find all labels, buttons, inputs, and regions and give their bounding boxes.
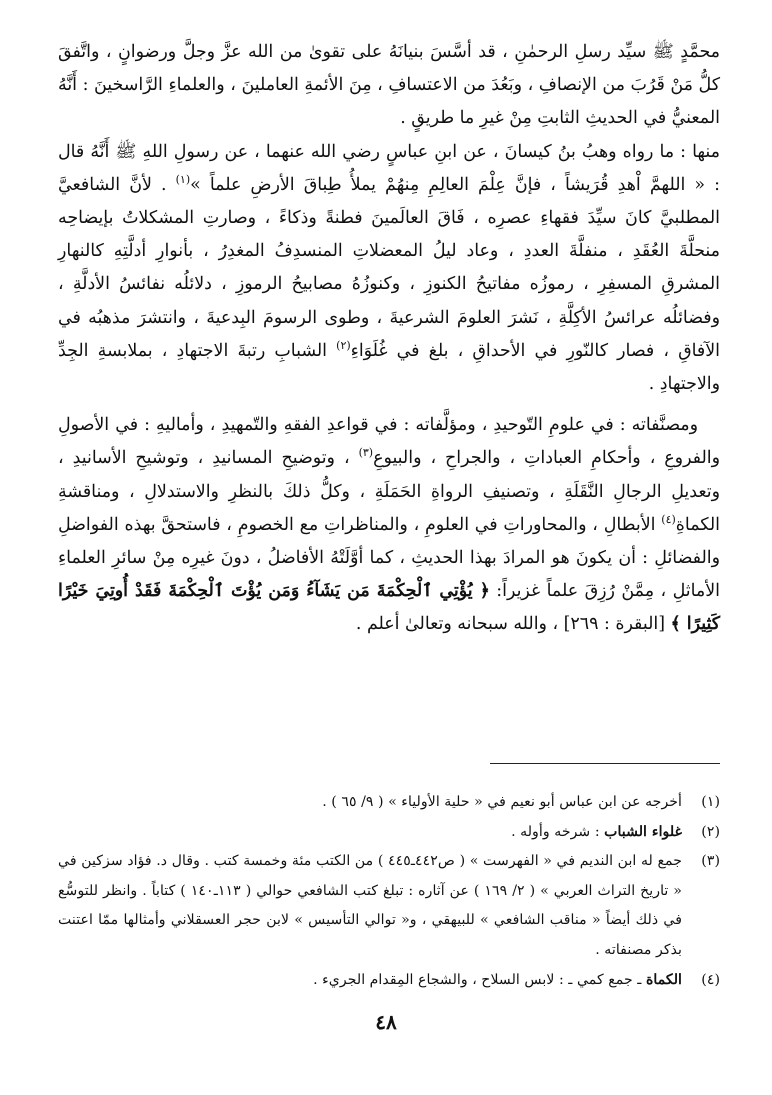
footnote-text	[58, 847, 682, 965]
footnote-number: (٤)	[701, 971, 720, 988]
paragraph-2-text-b: . لأنَّ الشافعيَّ المطلبيَّ كانَ سيِّدَ فقهاءِ عصرِه ، فَاقَ العالَمينَ فطنةً وذكاءً ، وصارتِ المشكلاتُ بإيضاحِه منحلَّةَ العُقَدِ ، منفلَّةَ العددِ ، وعاد ليلُ المعضلاتِ المنسدِفُ المغدِرُ ، بأنوارِ أدلَّتِهِ كالنهارِ المشرقِ المسفِرِ ، رموزُه مفاتيحُ الكنوزِ ، وكنوزُهُ مصابيحُ الرموزِ ، دلائلُه نفائسُ الأدلَّةِ ، وفضائلُه عرائسُ الأكِلَّةِ ، نَشرَ العلومَ الشرعيةَ ، وطوى الرسومَ البِدعيةَ ، وانتشرَ مذهبُه في الآفاقِ ، فصار كالنّورِ في الأحداقِ ، بلغ في غُلَوَاءِ	[58, 174, 720, 361]
footnote-number: (١)	[701, 794, 720, 810]
page-number: ٤٨	[375, 1010, 397, 1034]
footnote-divider	[490, 763, 720, 764]
footnote-term: الكماة	[645, 971, 682, 988]
paragraph-2-text-a: منها : ما رواه وهبُ بنُ كيسانَ ، عن ابنِ عباسٍ رضي الله عنهما ، عن رسولِ اللهِ ﷺ أَنَّهُ قال : « اللهمَّ اْهدِ قُرَيشاً ، فإنَّ عِلْمَ العالِمِ مِنهُمْ يملأُ طِباقَ الأرضِ علماً »	[58, 141, 720, 195]
footnote-number: (٢)	[701, 823, 720, 840]
footnote-ref-3[interactable]: (٣)	[358, 446, 374, 460]
footnote-4	[58, 966, 720, 996]
footnote-body: أخرجه عن ابن عباس أبو نعيم في « حلية الأولياء » ( ٩/ ٦٥ ) .	[322, 794, 682, 810]
paragraph-2	[58, 136, 720, 402]
paragraph-1	[58, 36, 720, 136]
footnote-body: جمع له ابن النديم في « الفهرست » ( ص٤٤٢ـ٤٤٥ ) من الكتب مئة وخمسة كتب . وقال د. فؤاد سزكين في « تاريخ التراث العربي » ( ٢/ ١٦٩ ) عن آثاره : تبلغ كتب الشافعي حوالي ( ١١٣ـ١٤٠ ) كتاباً . وانظر للتوسُّع في ذلك أيضاً « مناقب الشافعي » للبيهقي ، و« توالي التأسيس » لابن حجر العسقلاني وأمثالها ممّا اعتنت بذكر مصنفاته .	[58, 853, 682, 958]
footnote-text	[58, 818, 682, 848]
footnote-text	[58, 788, 682, 818]
paragraph-1-text: محمَّدٍ ﷺ سيِّد رسلِ الرحمٰنِ ، قد أسَّسَ بنيانَهُ على تقوىٰ من الله عزَّ وجلَّ ورضوانٍ ، واتَّفقَ كلُّ مَنْ قَرُبَ من الإنصافِ ، وبَعُدَ من الاعتسافِ ، مِنَ الأئمةِ العاملينَ ، والعلماءِ الرَّاسخينَ : أَنَّهُ المعنيُّ في الحديثِ الثابتِ مِنْ غيرِ ما طريقٍ .	[58, 42, 720, 129]
footnote-body: ـ جمع كمي ـ : لابس السلاح ، والشجاع المِقدام الجريء .	[313, 971, 646, 988]
footnote-text	[58, 966, 682, 996]
page-content	[58, 36, 720, 988]
paragraph-3-text-b: ، وتوضيحِ المسانيدِ ، وتوشيحِ الأسانيدِ ، وتعديلِ الرجالِ النَّقَلَةِ ، وتصنيفِ الرواةِ الحَمَلَةِ ، وكلُّ ذلكَ بالنظرِ والاستدلالِ ، ومناقشةِ الكماةِ	[58, 448, 720, 535]
quran-verse: ﴿ يُؤْتِي ٱلْحِكْمَةَ مَن يَشَآءُ وَمَن يُؤْتَ ٱلْحِكْمَةَ فَقَدْ أُوتِيَ خَيْرًا كَثِيرًا ﴾	[58, 581, 720, 635]
footnote-2	[58, 818, 720, 848]
paragraph-3	[58, 409, 720, 641]
footnote-term: غلواء الشباب	[604, 823, 682, 840]
footnotes	[58, 788, 720, 995]
footnote-number: (٣)	[701, 853, 720, 870]
footnote-ref-2[interactable]: (٢)	[336, 339, 351, 353]
paragraph-3-text-a: ومصنَّفاته : في علومِ التّوحيدِ ، ومؤلَّفاته : في قواعدِ الفقهِ والتّمهيدِ ، وأماليهِ : في الأصولِ والفروعِ ، وأحكامِ العباداتِ ، والجراحِ ، والبيوعِ	[58, 415, 720, 469]
footnote-1	[58, 788, 720, 818]
paragraph-2-text-c: الشبابِ رتبةَ الاجتهادِ ، بملابسةِ الجِدِّ والاجتهادِ .	[58, 340, 720, 395]
footnote-3	[58, 847, 720, 965]
footnote-body: : شرخه وأوله .	[511, 823, 605, 840]
paragraph-3-text-d: [البقرة : ٢٦٩] ، والله سبحانه وتعالىٰ أعلم .	[355, 614, 671, 635]
paragraph-3-text-c: الأبطالِ ، والمحاوراتِ في العلومِ ، والمناظراتِ مع الخصومِ ، فاستحقَّ بهذه الفواضلِ والفضائلِ : أن يكونَ هو المرادَ بهذا الحديثِ ، كما أوَّلَتْهُ الأفاضلُ ، دونَ غيرِه مِنْ سائرِ العلماءِ الأماثلِ ، مِمَّنْ رُزِقَ علماً غزيراً:	[58, 514, 720, 602]
footnote-ref-1[interactable]: (١)	[175, 173, 191, 187]
main-text	[58, 36, 720, 642]
footnote-ref-4[interactable]: (٤)	[661, 513, 676, 527]
